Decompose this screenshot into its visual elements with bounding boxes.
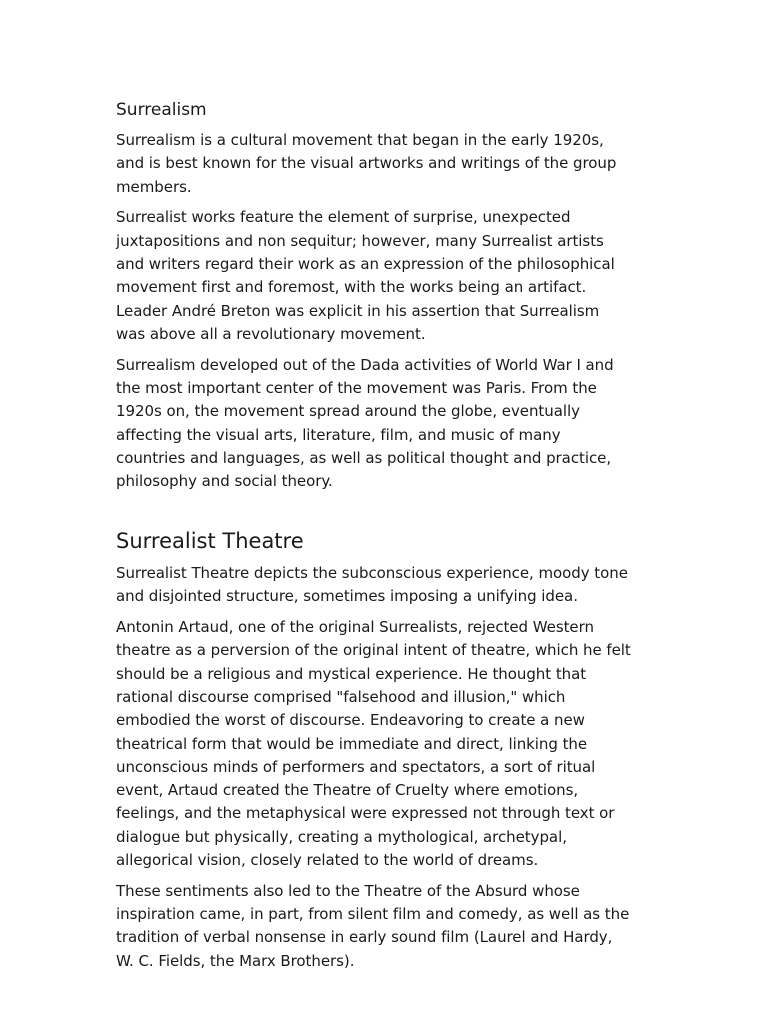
text-line: allegorical vision, closely related to the world of dreams. xyxy=(116,851,539,870)
text-line: unconscious minds of performers and spectators, a sort of ritual xyxy=(116,757,596,776)
text-line: Leader André Breton was explicit in his assertion that Surrealism xyxy=(116,301,600,320)
text-line: feelings, and the metaphysical were expressed not through text or xyxy=(116,804,615,823)
text-line: countries and languages, as well as political thought and practice, xyxy=(116,448,612,467)
text-line: Surrealism is a cultural movement that began in the early 1920s, xyxy=(116,131,604,149)
text-line: theatre as a perversion of the original intent of theatre, which he felt xyxy=(116,641,631,660)
text-line: W. C. Fields, the Marx Brothers). xyxy=(116,951,355,970)
text-line: These sentiments also led to the Theatre of the Absurd whose xyxy=(116,881,580,900)
paragraph xyxy=(116,129,656,199)
text-line: members. xyxy=(116,177,192,196)
text-line: theatrical form that would be immediate and direct, linking the xyxy=(116,734,588,753)
paragraph xyxy=(116,562,656,609)
text-line: juxtapositions and non sequitur; however, many Surrealist artists xyxy=(116,231,604,250)
text-line: philosophy and social theory. xyxy=(116,472,333,491)
paragraph xyxy=(116,206,656,346)
section-surrealism xyxy=(116,99,656,493)
text-line: event, Artaud created the Theatre of Cruelty where emotions, xyxy=(116,781,579,800)
document-page xyxy=(116,99,656,981)
text-line: tradition of verbal nonsense in early sound film (Laurel and Hardy, xyxy=(116,928,613,947)
text-line: was above all a revolutionary movement. xyxy=(116,324,426,343)
paragraph xyxy=(116,880,656,973)
text-line: Surrealist Theatre depicts the subconscious experience, moody tone xyxy=(116,563,628,582)
text-line: 1920s on, the movement spread around the globe, eventually xyxy=(116,402,580,421)
text-line: rational discourse comprised "falsehood and illusion," which xyxy=(116,687,566,706)
text-line: should be a religious and mystical experience. He thought that xyxy=(116,664,587,683)
text-line: Antonin Artaud, one of the original Surrealists, rejected Western xyxy=(116,618,594,637)
section-spacer xyxy=(116,501,656,528)
text-line: movement first and foremost, with the works being an artifact. xyxy=(116,278,587,297)
text-line: affecting the visual arts, literature, film, and music of many xyxy=(116,425,561,444)
paragraph xyxy=(116,354,656,494)
text-line: inspiration came, in part, from silent film and comedy, as well as the xyxy=(116,905,630,924)
text-line: Surrealism developed out of the Dada activities of World War I and xyxy=(116,355,614,374)
text-line: the most important center of the movement was Paris. From the xyxy=(116,378,597,397)
text-line: and writers regard their work as an expression of the philosophical xyxy=(116,254,615,273)
section-surrealist-theatre xyxy=(116,528,656,973)
section-heading: Surrealism xyxy=(116,100,207,120)
text-line: Surrealist works feature the element of surprise, unexpected xyxy=(116,208,571,227)
section-heading: Surrealist Theatre xyxy=(116,528,304,553)
paragraph xyxy=(116,616,656,872)
text-line: dialogue but physically, creating a mythological, archetypal, xyxy=(116,827,567,846)
text-line: and is best known for the visual artworks and writings of the group xyxy=(116,154,617,173)
text-line: and disjointed structure, sometimes imposing a unifying idea. xyxy=(116,587,578,606)
text-line: embodied the worst of discourse. Endeavoring to create a new xyxy=(116,711,585,730)
